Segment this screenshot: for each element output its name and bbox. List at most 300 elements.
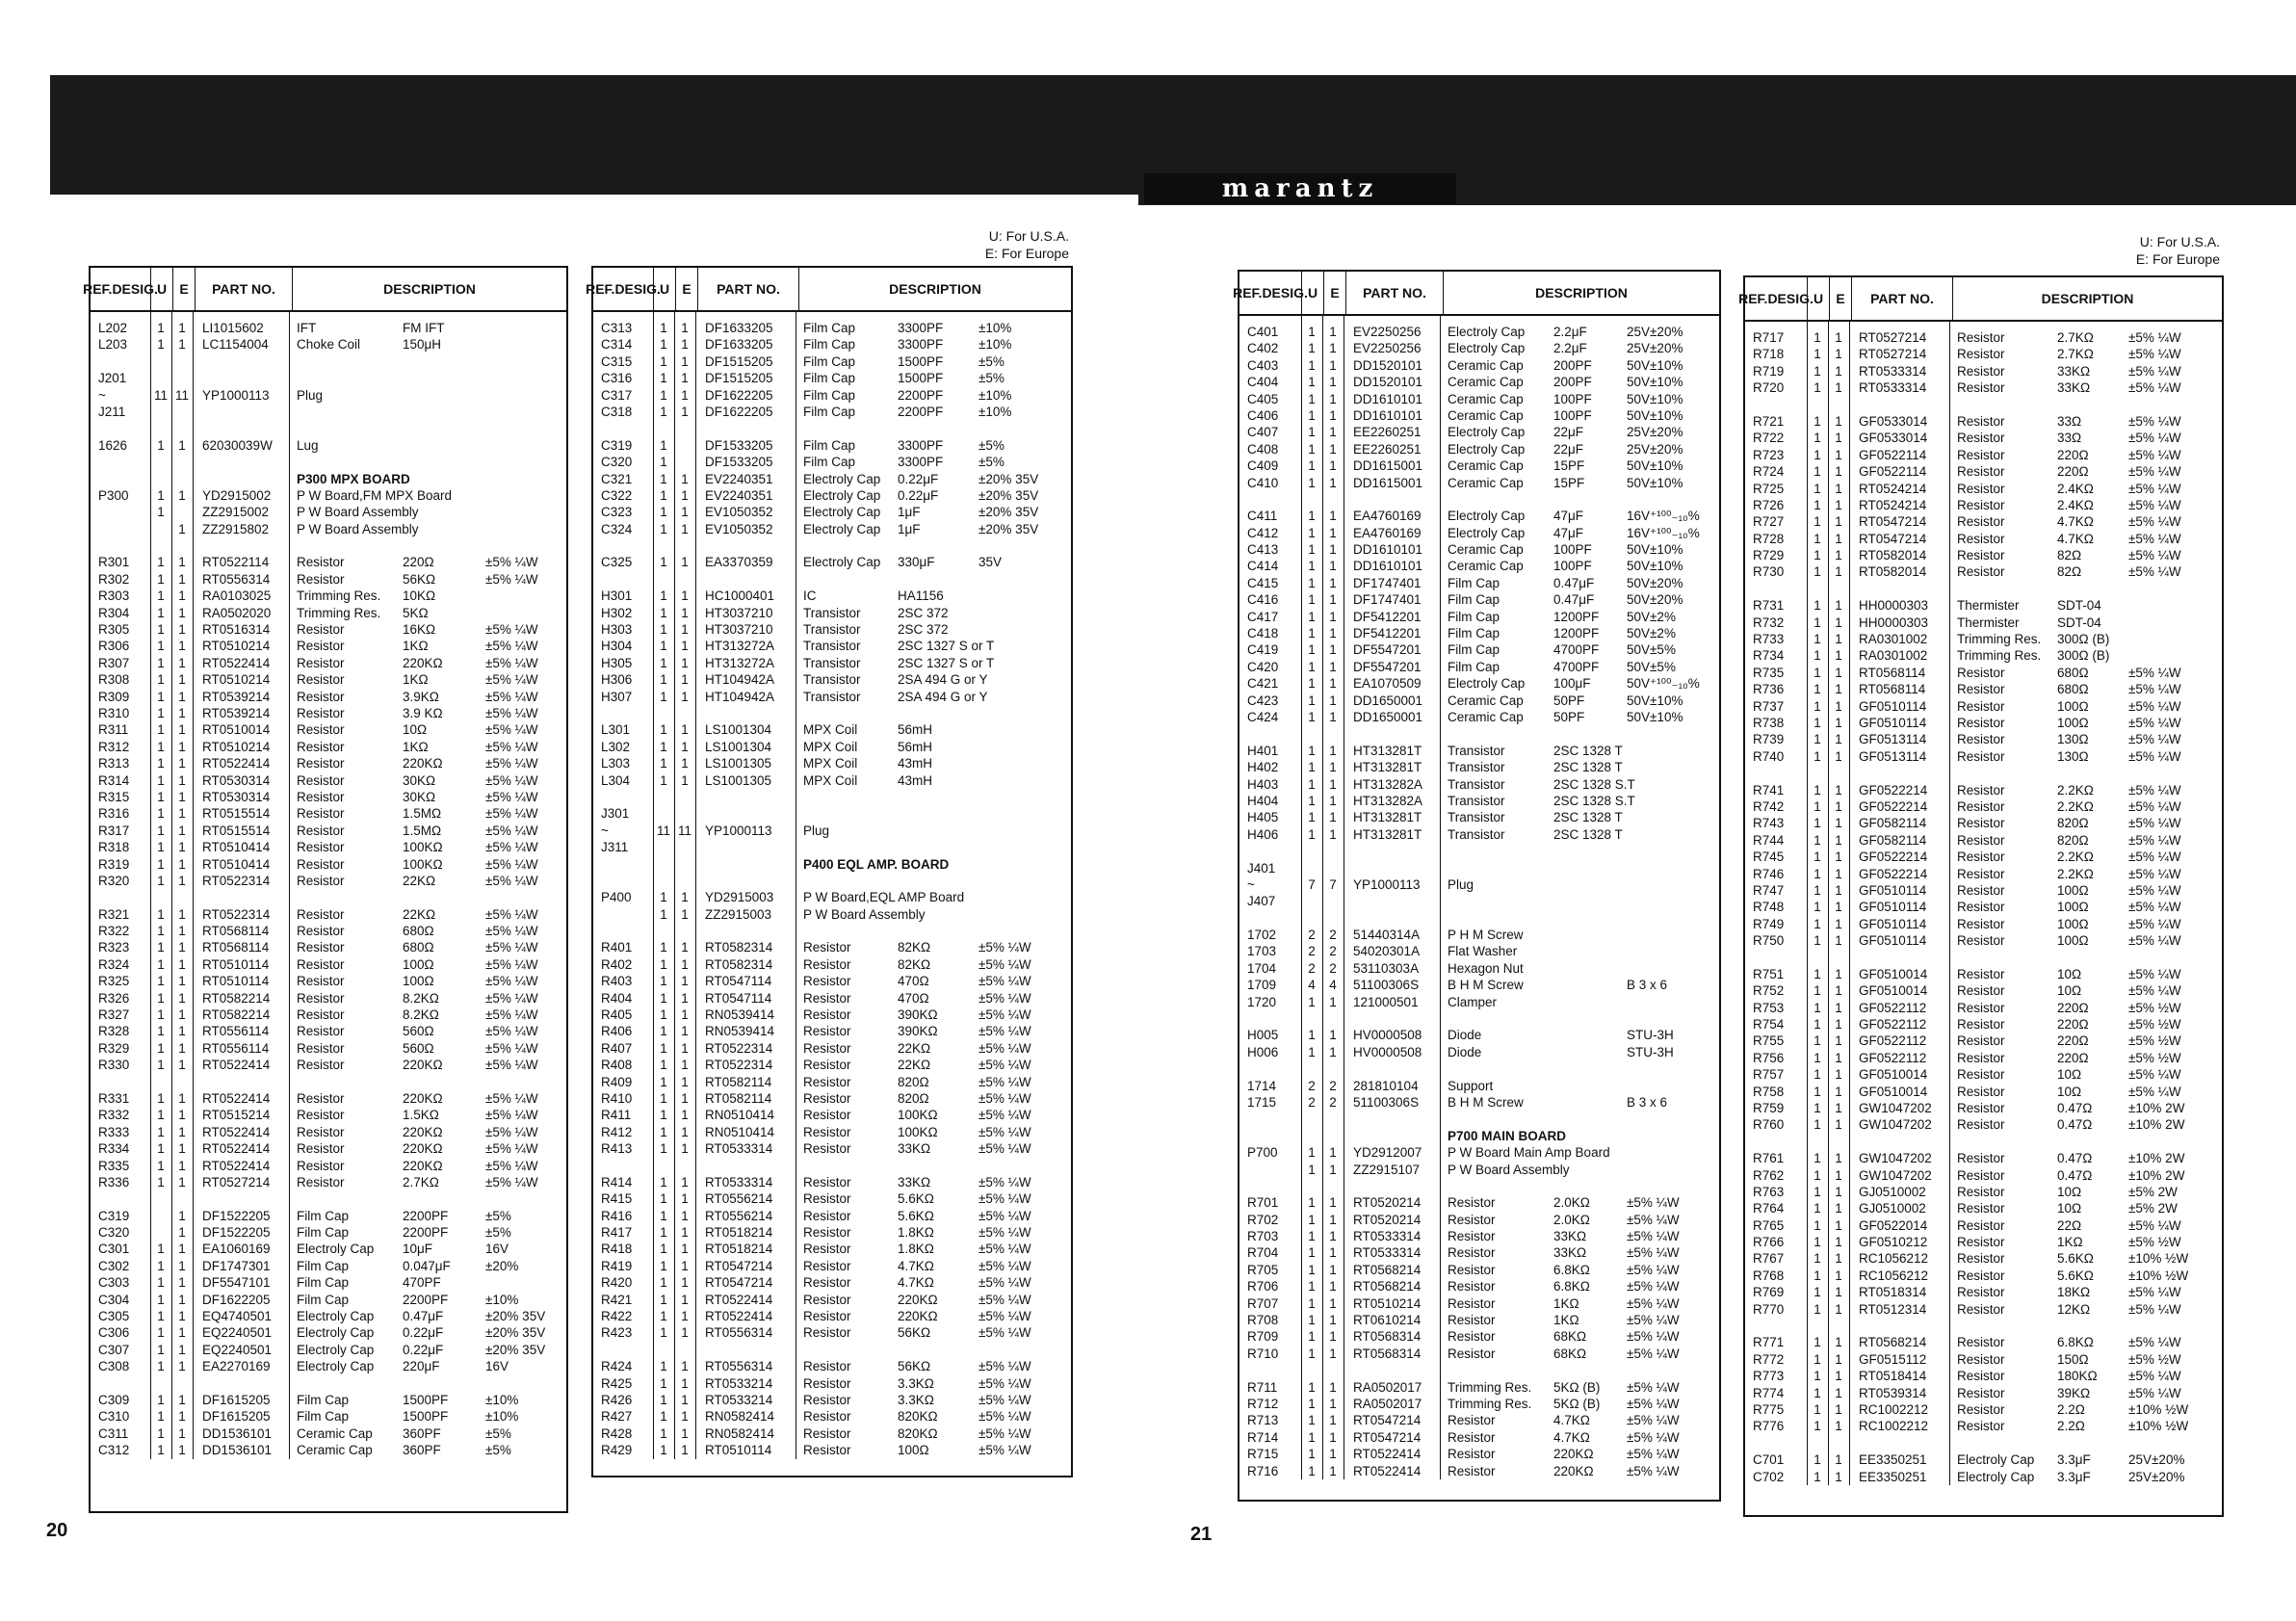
tolerance	[485, 521, 566, 537]
description: Electroly Cap	[803, 521, 881, 536]
value: 2.2Ω	[2057, 1419, 2085, 1434]
tolerance: ±5% ¼W	[1627, 1313, 1680, 1328]
value: 200PF	[1553, 357, 1592, 373]
qty-europe: 1	[1329, 760, 1337, 775]
table-row	[1239, 809, 1719, 825]
tolerance: 16V	[485, 1242, 509, 1257]
ref-desig: C323	[601, 505, 633, 520]
part-no: LS1001304	[705, 722, 772, 738]
description: Ceramic Cap	[1448, 391, 1524, 406]
description: P W Board,FM MPX Board	[297, 487, 453, 503]
part-no: DF1522205	[202, 1208, 271, 1223]
qty-usa: 1	[1813, 1050, 1821, 1065]
qty-europe: 1	[1835, 832, 1842, 848]
tolerance: ±5% ½W	[2128, 1351, 2181, 1367]
tolerance: ±5% ¼W	[485, 622, 538, 638]
qty-usa: 1	[157, 705, 165, 720]
description: Resistor	[1957, 1301, 2005, 1317]
qty-usa	[1301, 1362, 1322, 1378]
tolerance: 25V±20%	[1627, 441, 1683, 457]
table-row	[593, 1107, 1071, 1123]
table-row	[1745, 1318, 2222, 1334]
qty-usa	[150, 1208, 171, 1224]
description	[1949, 1134, 2057, 1150]
ref-desig: R426	[601, 1393, 633, 1407]
table-row	[91, 1140, 566, 1157]
tolerance	[485, 420, 566, 436]
part-no: DD1536101	[202, 1425, 273, 1441]
part-no: RT0515514	[202, 823, 271, 838]
description: MPX Coil	[803, 722, 858, 738]
description: Resistor	[803, 1309, 851, 1324]
qty-europe: 1	[681, 906, 689, 922]
part-no: RT0520214	[1353, 1212, 1422, 1227]
description: Trimming Res.	[1957, 632, 2042, 647]
value: 100PF	[1553, 559, 1592, 574]
ref-desig: J401	[1247, 860, 1276, 876]
table-row	[1745, 681, 2222, 697]
tolerance: ±5% ¼W	[485, 1124, 538, 1139]
table-row	[1239, 793, 1719, 809]
tolerance: ±5% ¼W	[978, 1040, 1031, 1056]
part-no: RA0502017	[1353, 1379, 1422, 1395]
qty-europe: 1	[178, 940, 186, 955]
qty-europe: 1	[1835, 1452, 1842, 1468]
qty-europe: 2	[1329, 1094, 1337, 1110]
table-row	[593, 1308, 1071, 1324]
ref-desig: R308	[98, 672, 130, 688]
value	[403, 404, 485, 420]
qty-europe: 1	[1835, 1385, 1842, 1400]
table-row	[1745, 1000, 2222, 1016]
table-row	[91, 1107, 566, 1123]
qty-usa: 1	[1813, 1067, 1821, 1083]
value: 0.47Ω	[2057, 1167, 2093, 1183]
ref-desig: H306	[601, 672, 633, 688]
column-divider	[1828, 322, 1829, 1485]
description: Resistor	[1957, 698, 2005, 714]
part-no: DF1533205	[705, 455, 773, 470]
qty-europe	[171, 454, 193, 470]
part-no: RT0527214	[1859, 347, 1927, 362]
part-no	[695, 789, 796, 805]
qty-usa: 1	[157, 1158, 165, 1173]
table-row	[91, 839, 566, 855]
part-no: 51100306S	[1353, 1094, 1420, 1110]
tolerance: ±5% ¼W	[485, 956, 538, 972]
table-row	[593, 454, 1071, 470]
value: 22KΩ	[898, 1058, 931, 1073]
value: 220KΩ	[1553, 1447, 1594, 1462]
description: Film Cap	[1448, 642, 1500, 658]
part-no	[1344, 1060, 1440, 1077]
part-no: RC1056212	[1859, 1268, 1929, 1283]
description: Resistor	[1957, 933, 2005, 949]
value: 10Ω	[2057, 1184, 2082, 1199]
qty-europe: 1	[1329, 458, 1337, 474]
table-row	[593, 973, 1071, 989]
qty-europe: 1	[1835, 715, 1842, 730]
description: B H M Screw	[1448, 1094, 1524, 1110]
tolerance	[485, 1190, 566, 1207]
table-row	[1745, 782, 2222, 798]
tolerance: ±5% ½W	[2128, 1050, 2181, 1065]
part-no: 62030039W	[202, 437, 273, 453]
ref-desig: H305	[601, 655, 633, 670]
table-row	[1745, 715, 2222, 731]
ref-desig: C315	[601, 353, 633, 369]
value: 2.4KΩ	[2057, 497, 2094, 512]
value: 47μF	[1553, 509, 1584, 524]
part-no: RT0515214	[202, 1108, 271, 1123]
tolerance: ±5% ¼W	[485, 856, 538, 872]
qty-usa: 1	[1813, 1285, 1821, 1300]
qty-europe: 1	[1329, 1229, 1337, 1244]
table-row	[1745, 765, 2222, 781]
qty-usa: 1	[660, 1275, 667, 1291]
description: Resistor	[297, 705, 345, 720]
qty-usa	[1301, 1060, 1322, 1077]
ref-desig: R731	[1753, 598, 1785, 614]
value: 2.2μF	[1553, 325, 1587, 339]
table-row	[1239, 675, 1719, 692]
qty-europe	[674, 571, 695, 588]
value: 150Ω	[2057, 1351, 2089, 1367]
description: Resistor	[297, 840, 345, 855]
column-divider	[674, 312, 675, 1459]
ref-desig: R327	[98, 1007, 130, 1023]
tolerance: ±5% ¼W	[485, 840, 538, 855]
part-no: RT0515514	[202, 806, 271, 822]
qty-europe	[171, 353, 193, 370]
tolerance	[485, 1375, 566, 1392]
qty-europe: 1	[178, 1040, 186, 1056]
table-row	[91, 1392, 566, 1408]
qty-europe: 1	[681, 1007, 689, 1023]
tolerance: ±10%	[978, 337, 1012, 353]
table-row	[593, 1124, 1071, 1140]
qty-usa: 1	[660, 990, 667, 1006]
qty-europe	[674, 1342, 695, 1358]
qty-europe: 1	[1329, 1379, 1337, 1395]
tolerance	[1627, 927, 1719, 943]
qty-europe: 1	[1329, 743, 1337, 758]
value: 0.22μF	[403, 1342, 444, 1357]
table-row	[1745, 1351, 2222, 1368]
qty-europe: 1	[178, 321, 186, 335]
ref-desig: R405	[601, 1007, 633, 1023]
ref-desig	[1239, 491, 1301, 508]
table-row	[1239, 525, 1719, 541]
ref-desig: R732	[1753, 614, 1785, 630]
description: Resistor	[803, 1292, 851, 1307]
value: 2.2KΩ	[2057, 850, 2094, 865]
tolerance	[978, 705, 1071, 721]
tolerance: ±5% ¼W	[2128, 983, 2181, 999]
description	[1440, 1178, 1553, 1194]
table-row	[1745, 665, 2222, 681]
qty-europe: 1	[1835, 431, 1842, 446]
tolerance: ±10% ½W	[2128, 1419, 2189, 1434]
description: Resistor	[1957, 1050, 2005, 1065]
qty-europe: 1	[1329, 542, 1337, 558]
ref-desig: R336	[98, 1174, 130, 1190]
ref-desig: R726	[1753, 497, 1785, 512]
table-row	[1745, 815, 2222, 831]
ref-desig	[593, 873, 653, 889]
tolerance: ±20%	[485, 1258, 519, 1273]
value	[898, 906, 978, 923]
table-row	[1745, 497, 2222, 513]
table-row	[593, 336, 1071, 353]
ref-desig: R304	[98, 605, 130, 620]
ref-desig: C421	[1247, 676, 1279, 692]
tolerance: ±5% ¼W	[485, 1090, 538, 1106]
table-row	[593, 1442, 1071, 1458]
qty-usa: 1	[1308, 542, 1316, 558]
description: Resistor	[1957, 514, 2005, 530]
legend-europe: E: For Europe	[2135, 251, 2220, 267]
part-no: RT0582214	[202, 990, 271, 1006]
qty-usa: 1	[1813, 380, 1821, 396]
qty-usa	[1301, 893, 1322, 909]
qty-usa: 1	[1813, 798, 1821, 814]
description: Ceramic Cap	[297, 1425, 373, 1441]
tolerance: ±5% ¼W	[978, 1425, 1031, 1441]
table-row	[1745, 346, 2222, 362]
part-no	[1344, 843, 1440, 859]
tolerance: 50V±10%	[1627, 475, 1683, 490]
description: Electroly Cap	[1448, 676, 1526, 692]
qty-usa: 1	[1308, 626, 1316, 641]
table-row	[593, 1190, 1071, 1207]
qty-usa: 1	[157, 1275, 165, 1291]
description: Resistor	[803, 1208, 851, 1223]
part-no: RT0582314	[705, 940, 773, 955]
qty-europe: 1	[681, 1090, 689, 1106]
tolerance: ±5% ¼W	[978, 1174, 1031, 1190]
value: 33KΩ	[1553, 1245, 1587, 1261]
description: Electroly Cap	[1448, 325, 1526, 339]
description: Film Cap	[803, 404, 856, 419]
ref-desig: C311	[98, 1425, 129, 1441]
description: Plug	[297, 387, 324, 403]
table-row	[1239, 558, 1719, 574]
qty-usa: 1	[157, 823, 165, 838]
qty-usa: 1	[660, 772, 667, 788]
table-row	[1745, 481, 2222, 497]
description: Resistor	[803, 1174, 851, 1190]
table-row	[1745, 932, 2222, 949]
qty-europe: 1	[1835, 933, 1842, 949]
ref-desig: R712	[1247, 1397, 1279, 1411]
description: Plug	[803, 823, 830, 838]
description: Resistor	[1957, 1201, 2005, 1216]
qty-europe: 1	[1329, 810, 1337, 825]
table-row	[593, 689, 1071, 705]
value: 8.2KΩ	[403, 990, 439, 1006]
table-row	[91, 873, 566, 889]
tolerance: STU-3H	[1627, 1028, 1674, 1043]
qty-europe: 1	[1329, 1279, 1337, 1294]
tolerance: ±5% ¼W	[978, 1208, 1031, 1223]
tolerance: ±5% ¼W	[485, 924, 538, 939]
part-no: RT0568114	[202, 940, 270, 955]
qty-europe: 1	[681, 739, 689, 754]
value: 220Ω	[2057, 1050, 2089, 1065]
part-no: RT0582014	[1859, 564, 1927, 580]
ref-desig	[91, 454, 150, 470]
qty-usa: 1	[660, 555, 667, 570]
qty-europe: 1	[681, 1124, 689, 1139]
table-row	[593, 655, 1071, 671]
table-row	[91, 789, 566, 805]
table-row	[1239, 357, 1719, 374]
part-no: RT0518214	[705, 1225, 773, 1241]
qty-europe: 1	[178, 1007, 186, 1023]
qty-usa	[150, 353, 171, 370]
qty-europe: 1	[1329, 793, 1337, 808]
header-e: E	[676, 268, 698, 310]
description: Diode	[1448, 1044, 1482, 1059]
part-no: RT0522414	[202, 1158, 271, 1173]
description: Film Cap	[1448, 659, 1500, 674]
tolerance: ±5% ¼W	[978, 1191, 1031, 1207]
qty-europe: 1	[1835, 1351, 1842, 1367]
part-no: HT313272A	[705, 639, 775, 654]
value: 0.47Ω	[2057, 1117, 2093, 1133]
part-no: RT0510114	[202, 956, 270, 972]
part-no: RC1056212	[1859, 1251, 1929, 1267]
qty-europe: 1	[1329, 1346, 1337, 1361]
qty-usa	[1807, 397, 1828, 413]
ref-desig: R323	[98, 940, 130, 955]
part-no: RT0568214	[1859, 1335, 1927, 1350]
part-no	[193, 370, 289, 386]
qty-usa	[150, 471, 171, 487]
value: FM IFT	[403, 321, 445, 335]
part-no: RN0539414	[705, 1024, 775, 1039]
description: Transistor	[803, 639, 861, 654]
description: Transistor	[1448, 826, 1505, 842]
qty-usa: 1	[157, 1342, 165, 1357]
qty-europe: 1	[1329, 826, 1337, 842]
value: 820KΩ	[898, 1425, 938, 1441]
value: 560Ω	[403, 1040, 434, 1056]
value	[1553, 960, 1627, 977]
description: Resistor	[803, 1375, 851, 1391]
qty-usa: 1	[1813, 548, 1821, 563]
part-no	[695, 856, 796, 873]
table-row	[1745, 1033, 2222, 1049]
qty-usa	[1807, 1435, 1828, 1451]
value: 680Ω	[403, 940, 434, 955]
qty-usa: 1	[1308, 1279, 1316, 1294]
qty-usa: 1	[157, 1174, 165, 1190]
qty-usa: 1	[1308, 407, 1316, 423]
qty-europe: 1	[1835, 330, 1842, 345]
qty-europe: 1	[1835, 1469, 1842, 1484]
qty-europe: 1	[1835, 497, 1842, 512]
value: 2SC 1328 T	[1553, 743, 1623, 758]
qty-usa: 1	[1813, 1251, 1821, 1267]
table-row	[91, 1023, 566, 1039]
qty-europe	[1322, 1362, 1344, 1378]
description: P400 EQL AMP. BOARD	[803, 856, 950, 872]
ref-desig: R406	[601, 1024, 633, 1039]
value: 0.47Ω	[2057, 1100, 2093, 1115]
value: 390KΩ	[898, 1007, 938, 1023]
description: Resistor	[297, 571, 345, 587]
description: Resistor	[803, 1393, 851, 1407]
tolerance	[978, 772, 1071, 789]
tolerance: ±20% 35V	[485, 1342, 546, 1357]
tolerance	[978, 873, 1071, 889]
tolerance: ±5% ¼W	[485, 940, 538, 955]
qty-europe: 11	[174, 387, 189, 403]
description: Electroly Cap	[1448, 441, 1526, 457]
qty-usa	[150, 521, 171, 537]
value: 1.8KΩ	[898, 1225, 934, 1241]
tolerance	[978, 789, 1071, 805]
ref-desig: H404	[1247, 793, 1279, 808]
ref-desig: R333	[98, 1124, 130, 1139]
qty-europe: 1	[1835, 665, 1842, 680]
description: Resistor	[1957, 531, 2005, 546]
ref-desig: R739	[1753, 732, 1785, 747]
ref-desig: C420	[1247, 659, 1279, 674]
qty-europe: 1	[1329, 626, 1337, 641]
qty-europe: 1	[1835, 514, 1842, 530]
ref-desig: C409	[1247, 458, 1279, 474]
value: 2SC 1328 T	[1553, 810, 1623, 825]
qty-usa: 1	[660, 1375, 667, 1391]
qty-usa: 1	[1813, 431, 1821, 446]
value	[898, 889, 978, 905]
part-no	[695, 1342, 796, 1358]
table-row	[593, 487, 1071, 504]
part-no: GF0533014	[1859, 413, 1928, 429]
table-row	[1745, 1451, 2222, 1468]
part-no: RT0522414	[202, 756, 271, 771]
part-no: RT0533314	[1859, 380, 1927, 396]
value	[898, 839, 978, 855]
ref-desig	[593, 789, 653, 805]
value: 2.0KΩ	[1553, 1212, 1590, 1227]
tolerance: ±5% 2W	[2128, 1201, 2178, 1216]
qty-europe	[1828, 1318, 1849, 1334]
qty-europe: 1	[178, 756, 186, 771]
description: Resistor	[803, 1040, 851, 1056]
value	[898, 420, 978, 436]
qty-usa: 1	[1308, 1397, 1316, 1411]
qty-europe: 1	[1329, 693, 1337, 708]
value: 82Ω	[2057, 564, 2082, 580]
qty-europe: 1	[1329, 425, 1337, 440]
description: Resistor	[297, 622, 345, 638]
value: 180KΩ	[2057, 1369, 2098, 1384]
description: Resistor	[1957, 464, 2005, 480]
tolerance	[485, 387, 566, 404]
value: 2SA 494 G or Y	[898, 689, 988, 704]
part-no: RT0533314	[1859, 363, 1927, 379]
ref-desig: C303	[98, 1275, 130, 1291]
ref-desig: C322	[601, 487, 633, 503]
part-no: GF0510014	[1859, 983, 1928, 999]
qty-europe: 1	[681, 371, 689, 386]
qty-usa: 1	[1813, 665, 1821, 680]
qty-usa	[150, 454, 171, 470]
